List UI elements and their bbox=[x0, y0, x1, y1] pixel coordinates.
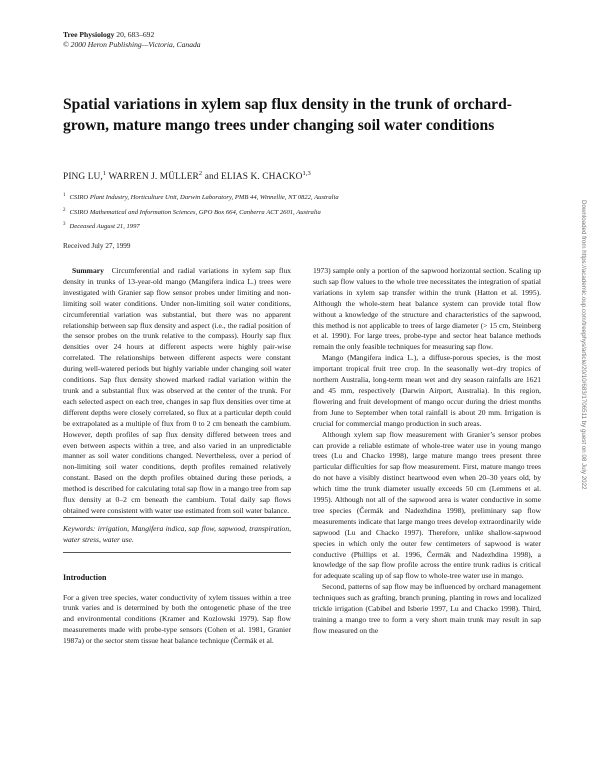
body-paragraph-3: Although xylem sap flow measurement with Granier’s sensor probes can provide a reliable estimate of whole-tree water use in young mango trees (Lu and Chacko 1998), large mature mango trees present three particular difficulties for sap flow measurement. First, mature mango trees do not have a visibly distinct heartwood even when 20–30 years old, by which time the trunk diameter usually exceeds 50 cm (Lemmens et al. 1995). Although not all of the sapwood area is water conductive in some tree species (Čermák and Nadezhdina 1998), preliminary sap flow measurements indicate that large mango trees develop extraordinarily wide sapwood (Lu and Chacko 1997). Therefore, unlike shallow-sapwood species in which only the outer few centimeters of sapwood is water conductive (Phillips et al. 1996, Čermák and Nadezhdina 1998), a knowledge of the sap flow profile across the entire trunk radius is critical for adequate scaling up of sap flow to whole-tree water use in mango. bbox=[313, 429, 541, 581]
affiliation-1 bbox=[63, 191, 339, 202]
author-lu: PING LU, bbox=[63, 172, 103, 182]
affiliation-number: 2 bbox=[63, 208, 66, 213]
abstract-label: Summary bbox=[72, 266, 104, 275]
author-lu-affil: 1 bbox=[102, 170, 107, 177]
author-muller: WARREN J. MÜLLER bbox=[106, 172, 199, 182]
download-watermark bbox=[578, 200, 588, 630]
copyright-line: © 2000 Heron Publishing—Victoria, Canada bbox=[63, 40, 201, 49]
received-date: Received July 27, 1999 bbox=[63, 242, 131, 250]
right-column bbox=[313, 266, 541, 637]
body-paragraph-2: Mango (Mangifera indica L.), a diffuse-porous species, is the most important tropical fruit tree crop. In the seasonally wet–dry tropics of northern Australia, long-term mean wet and dry season rainfalls are 1621 and 45 mm, respectively (Darwin Airport, Australia). In this region, flowering and fruit development of mango occur during the driest months from June to September when total rainfall is about 20 mm. Irrigation is crucial for commercial mango production in such areas. bbox=[313, 353, 541, 428]
affiliation-number: 1 bbox=[63, 193, 66, 198]
affiliation-text: CSIRO Mathematical and Information Sciences, GPO Box 664, Canberra ACT 2601, Australia bbox=[69, 209, 321, 216]
author-muller-affil: 2 bbox=[198, 170, 203, 177]
abstract bbox=[63, 266, 291, 517]
affiliation-number: 3 bbox=[63, 222, 66, 227]
journal-citation bbox=[63, 30, 201, 40]
article-title: Spatial variations in xylem sap flux density in the trunk of orchard-grown, mature mango trees under changing soil water conditions bbox=[63, 96, 512, 134]
affiliation-2 bbox=[63, 206, 321, 217]
download-watermark-text: Downloaded from https://academic.oup.com/treephys/article/20/10/683/1706511 by guest on 08 July 2022 bbox=[580, 200, 587, 490]
author-list bbox=[63, 170, 311, 182]
abstract-text: Circumferential and radial variations in xylem sap flux density in trunks of 13-year-old mango (Mangifera indica L.) trees were investigated with Granier sap flow sensor probes under limiting and non-limiting soil water conditions. Under non-limiting soil water conditions, circumferential variation was substantial, but there was no apparent relationship between sap flux density and aspect (i.e., the radial position of the sensor probes on the trunk relative to the compass). Hourly sap flux densities over 24 hours at different aspects were highly pair-wise correlated. The relationships between different aspects were constant during well-watered periods but highly variable under changing soil water conditions. Sap flux density showed marked radial variation within the trunk and a substantial flux was observed at the center of the trunk. For each selected aspect on each tree, changes in sap flux densities over time at different depths were closely correlated, so flux at a particular depth could be extrapolated as a multiple of flux from 0 to 2 cm beneath the cambium. However, depth profiles of sap flux density differed between trees and even between aspects within a tree, and also varied in an unpredictable manner as soil water conditions changed. Nevertheless, over a period of non-limiting soil water conditions, depth profiles remained relatively constant. Based on the depth profiles obtained during these periods, a method is described for calculating total sap flow in a mango tree from sap flux density at 0–2 cm beneath the cambium. Total daily sap flows obtained were consistent with water use estimated from soil water balance. bbox=[63, 266, 291, 515]
author-chacko-affil: 1,3 bbox=[302, 170, 311, 177]
affiliation-text: CSIRO Plant Industry, Horticulture Unit, Darwin Laboratory, PMB 44, Winnellie, NT 0822, Australia bbox=[69, 194, 339, 201]
introduction-heading: Introduction bbox=[63, 572, 107, 582]
affiliation-text: Deceased August 21, 1997 bbox=[69, 223, 140, 230]
journal-name: Tree Physiology bbox=[63, 30, 115, 39]
body-paragraph-4: Second, patterns of sap flow may be influenced by orchard management techniques such as grafting, branch pruning, planting in rows and localized trickle irrigation (Cabibel and Isberie 1997, Lu and Chacko 1998). Third, training a mango tree to form a very short main trunk may result in sap flow measured on the bbox=[313, 582, 541, 635]
journal-volume-pages: 20, 683–692 bbox=[114, 30, 155, 39]
keywords: Keywords: irrigation, Mangifera indica, sap flow, sapwood, transpiration, water stress, water use. bbox=[63, 517, 291, 553]
left-column bbox=[63, 266, 291, 647]
introduction-paragraph: For a given tree species, water conductivity of xylem tissues within a tree trunk varies and is determined by both the ontogenetic phase of the tree and environmental conditions (Kramer and Kozlowski 1979). Sap flow measurements made with probe-type sensors (Cohen et al. 1981, Granier 1987a) or the sector stem tissue heat balance technique (Čermák et al. bbox=[63, 592, 291, 646]
body-paragraph-1: 1973) sample only a portion of the sapwood horizontal section. Scaling up such sap flow values to the whole tree necessitates the integration of spatial variations in xylem sap transfer within the trunk (Hatton et al. 1995). Although the whole-stem heat balance system can provide total flow without a knowledge of the structure and characteristics of the sapwood, this method is not applicable to trees of large diameter (> 15 cm, Steinberg et al. 1990). For large trees, probe-type and sector heat balance methods remain the only feasible techniques for measuring sap flow. bbox=[313, 266, 542, 352]
journal-header bbox=[63, 30, 201, 50]
affiliation-3 bbox=[63, 220, 140, 231]
author-chacko: and ELIAS K. CHACKO bbox=[202, 172, 303, 182]
